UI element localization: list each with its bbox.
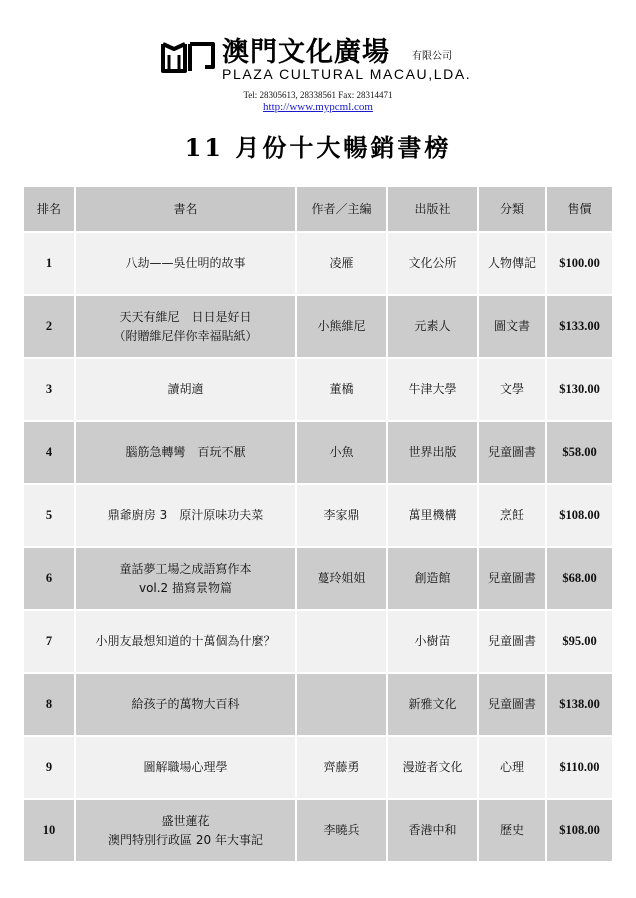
category-cell: 人物傳記: [479, 233, 545, 294]
table-row: [24, 296, 612, 357]
title-line: 童話夢工場之成語寫作本: [119, 561, 252, 576]
price-cell: $130.00: [547, 359, 612, 420]
table-body: [24, 233, 612, 861]
page-title: 11 月份十大暢銷書榜: [184, 133, 452, 162]
rank-cell: 3: [24, 359, 74, 420]
rank-cell: 5: [24, 485, 74, 546]
price-cell: $100.00: [547, 233, 612, 294]
publisher-cell: 世界出版: [388, 422, 477, 483]
table-row: [24, 422, 612, 483]
table-row: [24, 359, 612, 420]
title-line: 圖解職場心理學: [143, 760, 228, 774]
company-logo-icon: [160, 40, 216, 74]
publisher-cell: 漫遊者文化: [388, 737, 477, 798]
author-cell: 李曉兵: [297, 800, 386, 861]
table-row: [24, 611, 612, 672]
title-cell: [76, 485, 295, 546]
price-cell: $108.00: [547, 485, 612, 546]
category-cell: 兒童圖書: [479, 548, 545, 609]
rank-cell: 9: [24, 737, 74, 798]
publisher-cell: 文化公所: [388, 233, 477, 294]
website-link[interactable]: http://www.mypcml.com: [263, 101, 373, 113]
title-line: 鼎爺廚房 3 原汁原味功夫菜: [107, 508, 264, 522]
author-cell: 凌雁: [297, 233, 386, 294]
letterhead: [0, 36, 636, 118]
title-cell: [76, 800, 295, 861]
title-line: 讀胡適: [167, 382, 204, 396]
publisher-cell: 香港中和: [388, 800, 477, 861]
category-cell: 烹飪: [479, 485, 545, 546]
table-header-row: [24, 187, 612, 231]
category-cell: 歷史: [479, 800, 545, 861]
author-cell: 小熊維尼: [297, 296, 386, 357]
rank-cell: 1: [24, 233, 74, 294]
rank-cell: 7: [24, 611, 74, 672]
price-cell: $95.00: [547, 611, 612, 672]
author-cell: 董橋: [297, 359, 386, 420]
author-cell: 齊藤勇: [297, 737, 386, 798]
title-line: 小朋友最想知道的十萬個為什麼？: [95, 634, 276, 648]
bestseller-table: [22, 185, 614, 863]
category-cell: 兒童圖書: [479, 674, 545, 735]
price-cell: $133.00: [547, 296, 612, 357]
title-line: 八劫——吳仕明的故事: [125, 256, 246, 270]
title-cell: [76, 611, 295, 672]
publisher-cell: 元素人: [388, 296, 477, 357]
rank-cell: 6: [24, 548, 74, 609]
company-name-chinese: 澳門文化廣場: [222, 37, 390, 68]
author-cell: [297, 611, 386, 672]
header-publisher: 出版社: [388, 187, 477, 231]
publisher-cell: 新雅文化: [388, 674, 477, 735]
rank-cell: 2: [24, 296, 74, 357]
author-cell: 蔓玲姐姐: [297, 548, 386, 609]
publisher-cell: 小樹苗: [388, 611, 477, 672]
category-cell: 文學: [479, 359, 545, 420]
company-name-suffix: 有限公司: [412, 51, 452, 62]
category-cell: 圖文書: [479, 296, 545, 357]
price-cell: $138.00: [547, 674, 612, 735]
header-title: 書名: [76, 187, 295, 231]
category-cell: 兒童圖書: [479, 611, 545, 672]
title-line: 盛世蓮花: [161, 813, 210, 828]
title-line: 天天有維尼 日日是好日: [119, 309, 252, 324]
header-author: 作者／主編: [297, 187, 386, 231]
header-rank: 排名: [24, 187, 74, 231]
contact-info: Tel: 28305613, 28338561 Fax: 28314471: [243, 90, 393, 100]
publisher-cell: 創造館: [388, 548, 477, 609]
price-cell: $108.00: [547, 800, 612, 861]
title-cell: [76, 548, 295, 609]
publisher-cell: 萬里機構: [388, 485, 477, 546]
author-cell: [297, 674, 386, 735]
title-line: 腦筋急轉彎 百玩不厭: [125, 445, 246, 459]
title-line: 給孩子的萬物大百科: [131, 697, 240, 711]
table-row: [24, 548, 612, 609]
title-line: （附贈維尼伴你幸福貼紙）: [113, 328, 258, 343]
title-cell: [76, 359, 295, 420]
title-line: 澳門特別行政區 20 年大事記: [108, 832, 263, 847]
header-category: 分類: [479, 187, 545, 231]
title-cell: [76, 737, 295, 798]
title-line: vol.2 描寫景物篇: [138, 580, 233, 595]
category-cell: 兒童圖書: [479, 422, 545, 483]
price-cell: $68.00: [547, 548, 612, 609]
title-cell: [76, 296, 295, 357]
company-name-english: PLAZA CULTURAL MACAU,LDA.: [222, 66, 472, 82]
rank-cell: 8: [24, 674, 74, 735]
title-cell: [76, 233, 295, 294]
author-cell: 小魚: [297, 422, 386, 483]
rank-cell: 4: [24, 422, 74, 483]
title-cell: [76, 674, 295, 735]
table-row: [24, 485, 612, 546]
category-cell: 心理: [479, 737, 545, 798]
table-row: [24, 737, 612, 798]
table-row: [24, 674, 612, 735]
price-cell: $110.00: [547, 737, 612, 798]
price-cell: $58.00: [547, 422, 612, 483]
table-row: [24, 233, 612, 294]
title-cell: [76, 422, 295, 483]
rank-cell: 10: [24, 800, 74, 861]
author-cell: 李家鼎: [297, 485, 386, 546]
header-price: 售價: [547, 187, 612, 231]
table-row: [24, 800, 612, 861]
publisher-cell: 牛津大學: [388, 359, 477, 420]
